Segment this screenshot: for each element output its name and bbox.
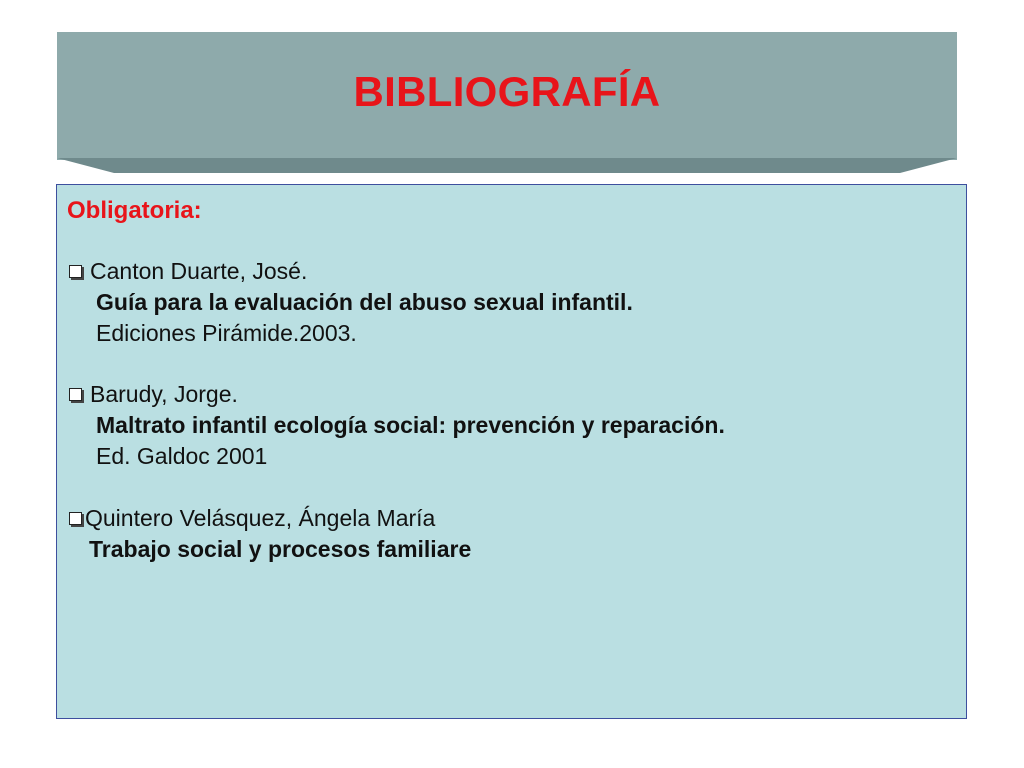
entry-publisher: Ediciones Pirámide.2003. xyxy=(96,320,357,346)
bibliography-content-box xyxy=(56,184,967,719)
entry-2-author-line xyxy=(69,381,238,408)
entry-1-author-line xyxy=(69,258,307,285)
entry-3-author-line xyxy=(69,505,435,532)
section-heading: Obligatoria: xyxy=(67,197,202,224)
entry-work-title: Guía para la evaluación del abuso sexual infantil. xyxy=(96,289,633,315)
entry-publisher: Ed. Galdoc 2001 xyxy=(96,443,268,469)
title-banner xyxy=(57,32,957,160)
hollow-square-bullet-icon xyxy=(69,388,82,401)
entry-author: Canton Duarte, José. xyxy=(90,258,308,284)
entry-author: Barudy, Jorge. xyxy=(90,381,238,407)
entry-work-title: Trabajo social y procesos familiare xyxy=(89,536,472,562)
entry-work-title: Maltrato infantil ecología social: prevención y reparación. xyxy=(96,412,725,438)
hollow-square-bullet-icon xyxy=(69,265,82,278)
slide-title: BIBLIOGRAFÍA xyxy=(353,68,661,115)
hollow-square-bullet-icon xyxy=(69,512,82,525)
entry-author: Quintero Velásquez, Ángela María xyxy=(85,505,436,531)
banner-bevel-shadow xyxy=(57,158,958,174)
